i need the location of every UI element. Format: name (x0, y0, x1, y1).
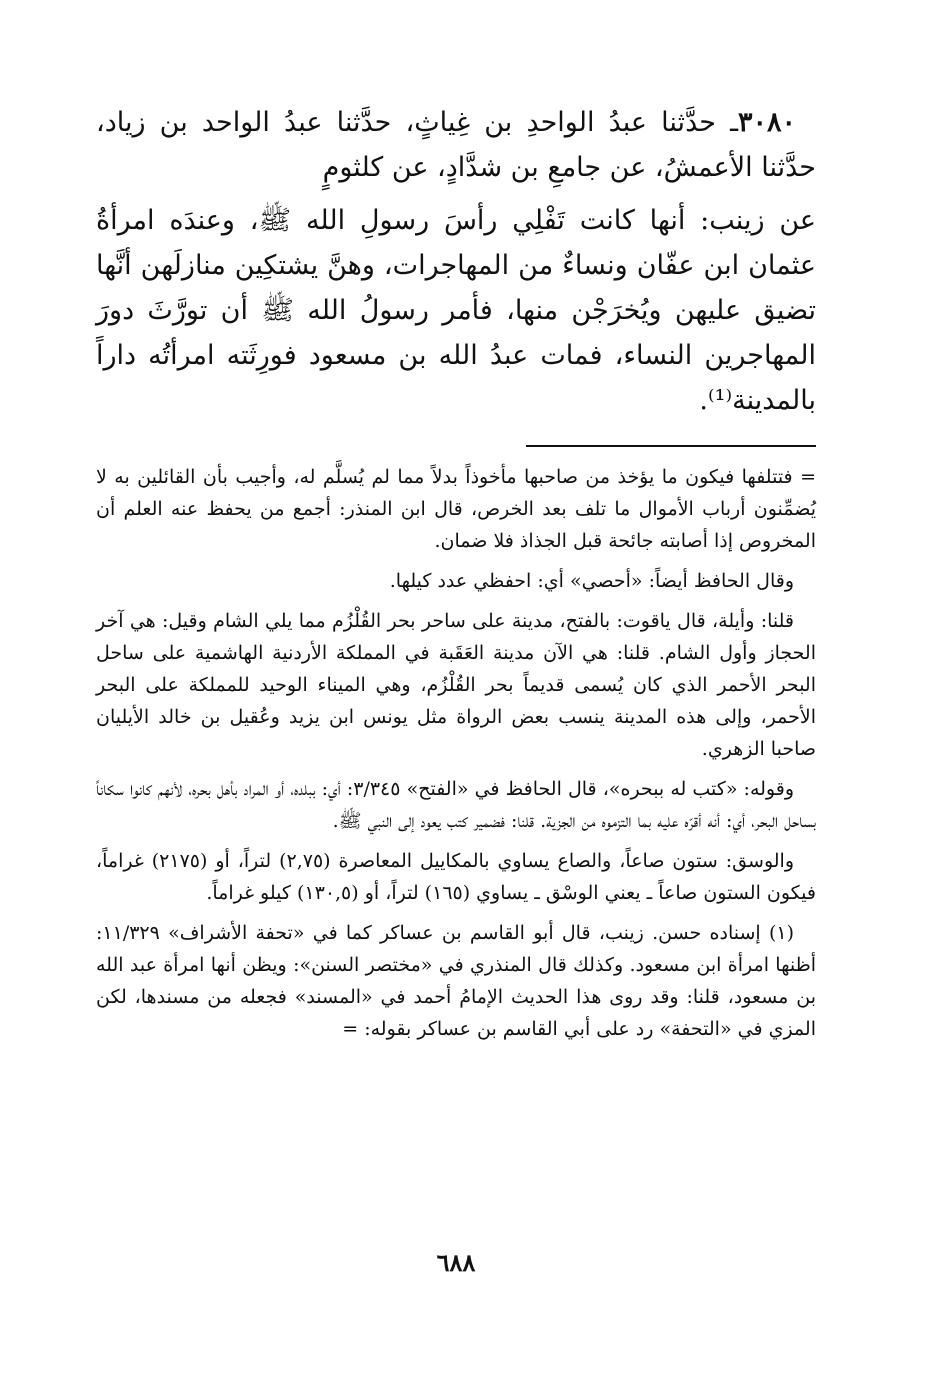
footnotes (96, 461, 816, 1045)
hadith-chain (96, 100, 816, 190)
footnote-paragraph: قلنا: وأيلة، قال ياقوت: بالفتح، مدينة على ساحر بحر القُلْزُم مما يلي الشام وقيل: هي آخر الحجاز وأول الشام. قلنا: هي الآن مدينة العَقَبة في المملكة الأردنية الهاشمية على ساحل البحر الأحمر الذي كان يُسمى قديماً بحر القُلْزُم، وهي الميناء الوحيد للمملكة على البحر الأحمر، وإلى هذه المدينة ينسب بعض الرواة مثل يونس ابن يزيد وعُقيل بن خالد الأيليان صاحبا الزهري. (96, 610, 816, 760)
footnote-paragraph: والوسق: ستون صاعاً، والصاع يساوي بالمكاييل المعاصرة (٢,٧٥) لتراً، أو (٢١٧٥) غراماً، فيكون الستون صاعاً ـ يعني الوسْق ـ يساوي (١٦٥) لتراً، أو (١٣٠,٥) كيلو غراماً. (96, 850, 816, 904)
footnote-paragraph: وقال الحافظ أيضاً: «أحصي» أي: احفظي عدد كيلها. (389, 570, 794, 592)
main-text (96, 100, 816, 423)
page-number: ٦٨٨ (436, 1248, 476, 1277)
footnote-1: (١) إسناده حسن. زينب، قال أبو القاسم بن عساكر كما في «تحفة الأشراف» ١١/٣٢٩: أظنها امرأة ابن مسعود. وكذلك قال المنذري في «مختصر السنن»: ويظن أنها امرأة عبد الله بن مسعود، قلنا: وقد روى هذا الحديث الإمامُ أحمد في «المسند» فجعله من مسندها، لكن المزي في «التحفة» رد على أبي القاسم بن عساكر بقوله: = (96, 922, 816, 1040)
footnote-paragraph: وقوله: «كتب له ببحره»، قال الحافظ في «الفتح» ٣/٣٤٥: أي: ببلده، أو المراد بأهل بحره، لأنهم كانوا سكاناً بساحل البحر، أي: أنه أقرّه عليه بما التزموه من الجزية. قلنا: فضمير كتب يعود إلى النبي ﷺ. (96, 778, 816, 832)
footnote-divider (526, 445, 816, 447)
hadith-matn: عن زينب: أنها كانت تَفْلِي رأسَ رسولِ الله ﷺ، وعندَه امرأةُ عثمان ابن عفّان ونساءٌ من المهاجرات، وهنَّ يشتكِين منازلَهن أنَّها تضيق عليهن ويُخرَجْن منها، فأمر رسولُ الله ﷺ أن تورَّثَ دورَ المهاجرين النساء، فمات عبدُ الله بن مسعود فورِثَته امرأتُه داراً بالمدينة⁽¹⁾. (96, 205, 816, 416)
hadith-chain-text: ـ حدَّثنا عبدُ الواحدِ بن غِياثٍ، حدَّثنا عبدُ الواحد بن زياد، حدَّثنا الأعمشُ، عن جامعِ بن شدَّادٍ، عن كلثومٍ (96, 107, 816, 183)
footnote-continuation: = فتتلفها فيكون ما يؤخذ من صاحبها مأخوذاً بدلاً مما لم يُسلَّم له، وأجيب بأن القائلين به لا يُضمِّنون أرباب الأموال ما تلف بعد الخرص، قال ابن المنذر: أجمع من يحفظ عنه العلم أن المخروص إذا أصابته جائحة قبل الجذاذ فلا ضمان. (96, 466, 816, 552)
document-page (96, 100, 816, 1320)
hadith-number: ٣٠٨٠ (737, 107, 796, 138)
